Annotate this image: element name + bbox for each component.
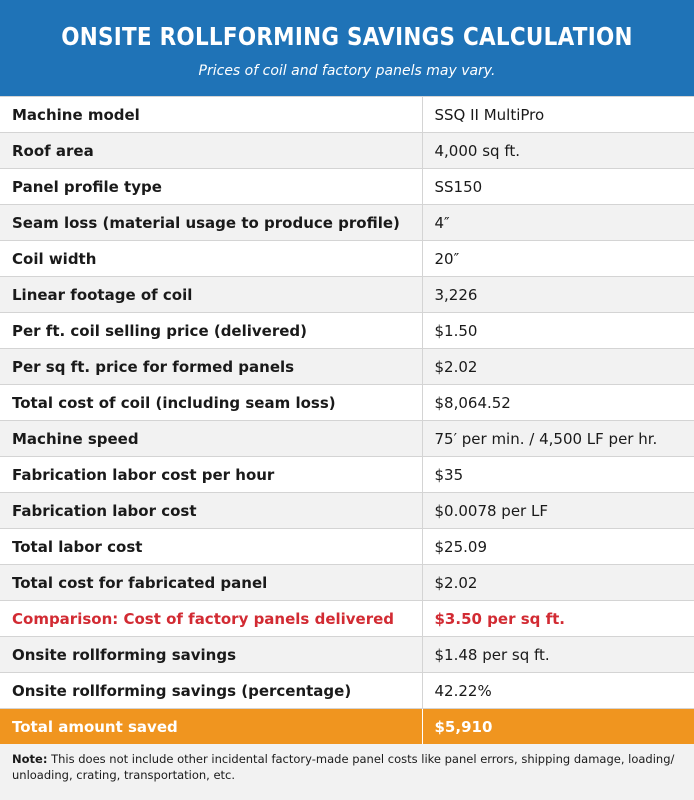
table-row [0, 97, 694, 133]
row-value: $35 [422, 457, 694, 493]
row-value: SSQ II MultiPro [422, 97, 694, 133]
comparison-value: $3.50 per sq ft. [422, 601, 694, 637]
row-value: 4″ [422, 205, 694, 241]
row-label: Total labor cost [0, 529, 422, 565]
table-row [0, 169, 694, 205]
row-value: 3,226 [422, 277, 694, 313]
table-row [0, 565, 694, 601]
row-label: Onsite rollforming savings [0, 637, 422, 673]
comparison-row [0, 601, 694, 637]
row-value: 4,000 sq ft. [422, 133, 694, 169]
row-value: SS150 [422, 169, 694, 205]
total-row [0, 709, 694, 745]
table-row [0, 241, 694, 277]
table-row [0, 457, 694, 493]
page-title: ONSITE ROLLFORMING SAVINGS CALCULATION [61, 22, 633, 51]
row-label: Coil width [0, 241, 422, 277]
row-label: Per ft. coil selling price (delivered) [0, 313, 422, 349]
row-label: Per sq ft. price for formed panels [0, 349, 422, 385]
row-label: Roof area [0, 133, 422, 169]
row-value: $8,064.52 [422, 385, 694, 421]
row-label: Onsite rollforming savings (percentage) [0, 673, 422, 709]
row-label: Seam loss (material usage to produce profile) [0, 205, 422, 241]
table-row [0, 421, 694, 457]
row-label: Linear footage of coil [0, 277, 422, 313]
row-value: $1.48 per sq ft. [422, 637, 694, 673]
table-row [0, 529, 694, 565]
table-row [0, 277, 694, 313]
row-value: $2.02 [422, 349, 694, 385]
calculation-table [0, 96, 694, 745]
footnote-label: Note: [12, 752, 48, 766]
table-row [0, 493, 694, 529]
footnote-text: This does not include other incidental factory-made panel costs like panel errors, shipping damage, loading/ unloading, crating, transportation, etc. [12, 752, 675, 782]
row-value: $0.0078 per LF [422, 493, 694, 529]
table-row [0, 205, 694, 241]
table-row [0, 385, 694, 421]
header-banner [0, 0, 694, 96]
row-value: $2.02 [422, 565, 694, 601]
row-value: 42.22% [422, 673, 694, 709]
total-label: Total amount saved [0, 709, 422, 745]
table-row [0, 673, 694, 709]
table-row [0, 313, 694, 349]
row-value: 20″ [422, 241, 694, 277]
row-label: Fabrication labor cost [0, 493, 422, 529]
row-label: Fabrication labor cost per hour [0, 457, 422, 493]
row-label: Machine speed [0, 421, 422, 457]
row-label: Total cost of coil (including seam loss) [0, 385, 422, 421]
table-row [0, 133, 694, 169]
total-value: $5,910 [422, 709, 694, 745]
row-label: Panel profile type [0, 169, 422, 205]
footnote [0, 744, 694, 800]
comparison-label: Comparison: Cost of factory panels delivered [0, 601, 422, 637]
row-value: $25.09 [422, 529, 694, 565]
row-value: 75′ per min. / 4,500 LF per hr. [422, 421, 694, 457]
row-label: Total cost for fabricated panel [0, 565, 422, 601]
row-label: Machine model [0, 97, 422, 133]
row-value: $1.50 [422, 313, 694, 349]
table-row [0, 637, 694, 673]
page-subtitle: Prices of coil and factory panels may vary. [198, 63, 496, 79]
table-row [0, 349, 694, 385]
